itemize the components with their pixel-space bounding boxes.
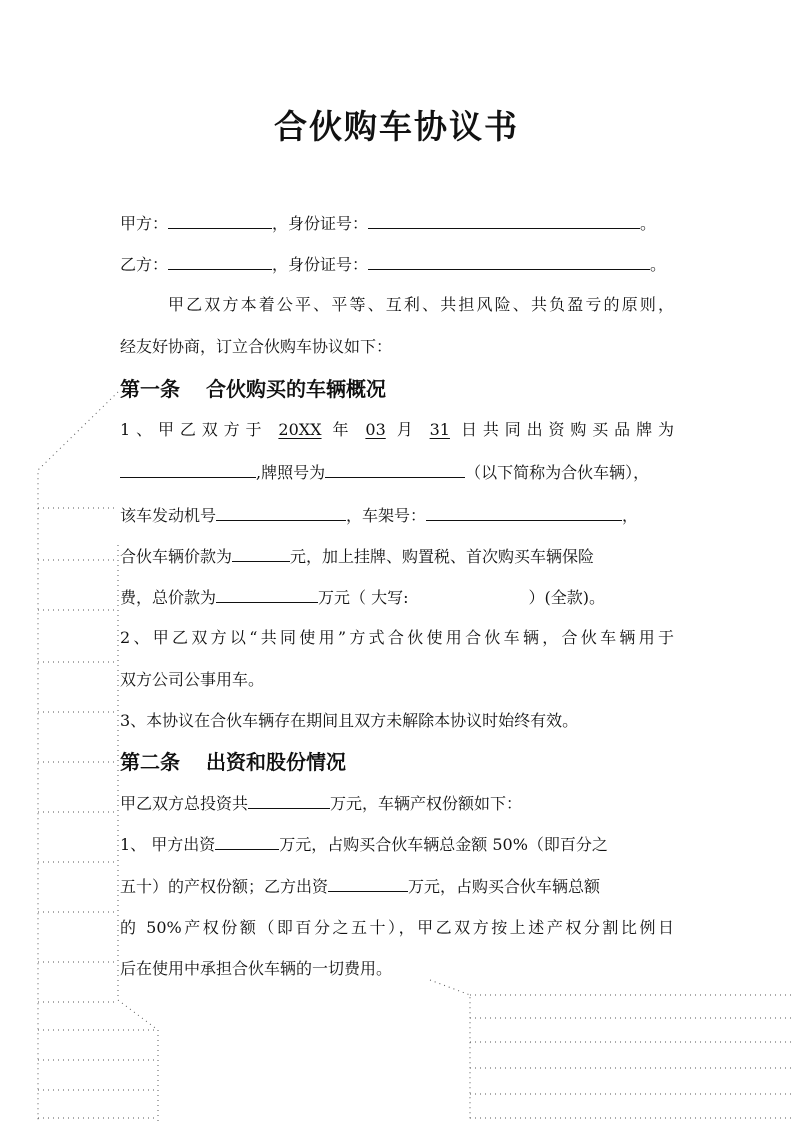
document-title: 合伙购车协议书 <box>274 107 519 146</box>
party-b-label: 乙方： <box>120 255 169 274</box>
intro-line-2: 经友好协商，订立合伙购车协议如下： <box>120 337 393 356</box>
s1-item2-line-2: 双方公司公事用车。 <box>120 670 265 689</box>
s2-item1-line-3: 的 50%产权份额（即百分之五十），甲乙双方按上述产权分割比例日 <box>120 918 674 937</box>
party-a-name-blank[interactable] <box>168 212 272 229</box>
engine-number-blank[interactable] <box>216 504 346 521</box>
party-a-contribution-blank[interactable] <box>215 833 279 850</box>
party-a-label: 甲方： <box>120 214 169 233</box>
purchase-year: 20XX <box>278 420 322 439</box>
s1-item1-line-1: 1、甲乙双方于 20XX 年 03 月 31 日共同出资购买品牌为 <box>120 420 674 439</box>
purchase-day: 31 <box>429 420 450 439</box>
party-a-id-blank[interactable] <box>368 212 640 229</box>
plate-blank[interactable] <box>325 461 465 478</box>
section-2-number: 第二条 <box>120 750 180 774</box>
total-price-blank[interactable] <box>216 586 318 603</box>
party-b-contribution-blank[interactable] <box>328 875 408 892</box>
section-1-number: 第一条 <box>120 377 180 401</box>
s1-item1-line-3: 该车发动机号 ，车架号： ， <box>120 506 639 525</box>
section-2-title: 出资和股份情况 <box>206 750 346 774</box>
frame-number-blank[interactable] <box>426 504 622 521</box>
s1-item1-line-2: ,牌照号为 （以下简称为合伙车辆）， <box>120 461 649 484</box>
party-b-id-blank[interactable] <box>368 253 650 270</box>
party-b-line <box>120 253 666 276</box>
section-2-heading <box>120 749 346 775</box>
s1-item3: 3、本协议在合伙车辆存在期间且双方未解除本协议时始终有效。 <box>120 711 579 730</box>
total-investment-blank[interactable] <box>248 792 330 809</box>
section-1-title: 合伙购买的车辆概况 <box>206 377 386 401</box>
party-a-line <box>120 212 656 235</box>
section-1-heading <box>120 376 386 402</box>
brand-blank[interactable] <box>120 461 256 478</box>
s1-item1-line-5: 费，总价款为 万元（ 大写: ）(全款)。 <box>120 588 605 607</box>
party-b-end: 。 <box>650 255 667 274</box>
purchase-month: 03 <box>365 420 386 439</box>
vehicle-price-blank[interactable] <box>232 545 290 562</box>
intro-line-1: 甲乙双方本着公平、平等、互利、共担风险、共负盈亏的原则， <box>168 295 674 314</box>
party-b-id-label: ，身份证号： <box>272 255 369 274</box>
s1-item1-line-4: 合伙车辆价款为 元，加上挂牌、购置税、首次购买车辆保险 <box>120 547 595 566</box>
s1-item2-line-1: 2、甲乙双方以“共同使用”方式合伙使用合伙车辆，合伙车辆用于 <box>120 628 674 647</box>
s2-item1-line-2: 五十）的产权份额；乙方出资 万元，占购买合伙车辆总额 <box>120 877 601 896</box>
s2-item1-line-4: 后在使用中承担合伙车辆的一切费用。 <box>120 959 393 978</box>
s2-total-line: 甲乙双方总投资共 万元，车辆产权份额如下： <box>120 794 523 813</box>
s2-item1-line-1: 1、 甲方出资 万元，占购买合伙车辆总金额 50%（即百分之 <box>120 835 608 854</box>
party-a-end: 。 <box>640 214 657 233</box>
party-b-name-blank[interactable] <box>168 253 272 270</box>
party-a-id-label: ，身份证号： <box>272 214 369 233</box>
